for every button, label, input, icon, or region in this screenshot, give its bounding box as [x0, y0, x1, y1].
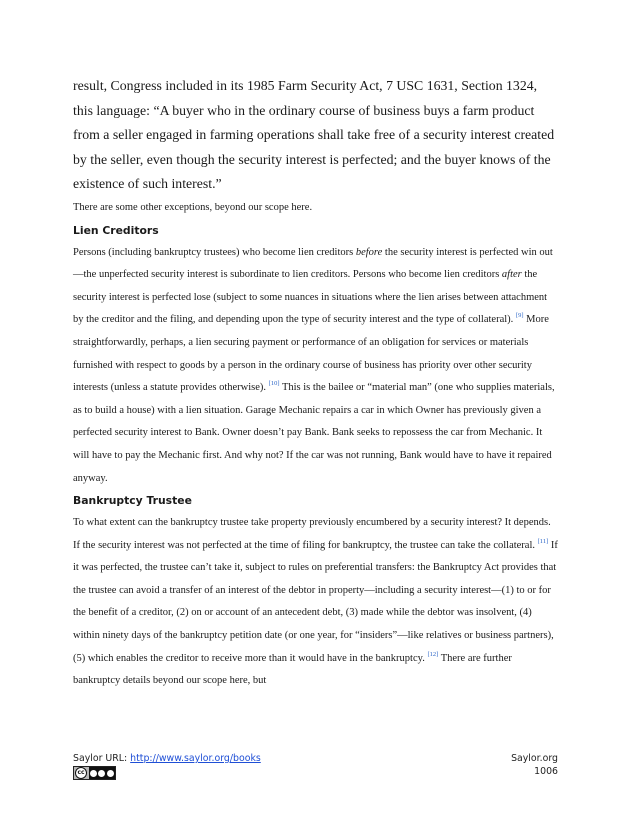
lien-emphasis-after: after — [501, 269, 522, 281]
lien-text-5: This is the bailee or “material man” (one who supplies materials, as to build a house) with a lien situation. Garage Mechanic repairs a car in which Owner has previously given a perfected security interest to Bank. Owner doesn’t pay Bank. Bank seeks to repossess the car from Mechanic. It will have to pay the Mechanic first. And why not? If the car was not running, Bank would have to have it repaired anyway. — [73, 382, 555, 484]
cc-logo-icon: cc — [75, 767, 87, 779]
page-content — [73, 74, 558, 693]
footer-left — [73, 753, 261, 766]
footnote-link-10[interactable]: [10] — [268, 380, 280, 388]
trustee-text-1: To what extent can the bankruptcy trustee take property previously encumbered by a security interest? It depends. If the security interest was not perfected at the time of filing for bankruptcy, the trustee can take the collateral. — [73, 517, 551, 551]
farm-security-quote: result, Congress included in its 1985 Farm Security Act, 7 USC 1631, Section 1324, this language: “A buyer who in the ordinary course of business buys a farm product from a seller engaged in farming operations shall take free of a security interest created by the seller, even though the security interest is perfected; and the buyer knows of the existence of such interest.” — [73, 78, 555, 192]
nc-icon — [98, 770, 105, 777]
lien-text-3: the security interest is perfected lose (subject to some nuances in situations where the lien arises between attachment by the creditor and the filing, and depending upon the type of security interest and the type of collateral). — [73, 269, 548, 326]
by-icon — [90, 770, 97, 777]
saylor-books-link[interactable]: http://www.saylor.org/books — [130, 753, 261, 764]
lien-creditors-paragraph — [73, 242, 558, 491]
footnote-link-9[interactable]: [9] — [515, 312, 524, 320]
footer-right — [511, 753, 558, 778]
lien-emphasis-before: before — [355, 246, 383, 258]
trustee-text-2: If it was perfected, the trustee can’t take it, subject to rules on preferential transfers: the Bankruptcy Act provides that the trustee can avoid a transfer of an interest of the debtor in property—including a security interest—(1) to or for the benefit of a creditor, (2) on or account of an antecedent debt, (3) made while the debtor was insolvent, (4) within ninety days of the bankruptcy petition date (or one year, for “insiders”—like relatives or business partners), (5) which enables the creditor to receive more than it would have in the bankruptcy. — [73, 539, 558, 664]
footnote-link-11[interactable]: [11] — [537, 537, 549, 545]
lien-text-4: More straightforwardly, perhaps, a lien securing payment or performance of an obligation for services or materials furnished with respect to goods by a person in the ordinary course of business has priority over other security interests (unless a statute provides otherwise). — [73, 314, 549, 394]
lien-text-1: Persons (including bankruptcy trustees) who become lien creditors — [73, 246, 356, 258]
footnote-link-12[interactable]: [12] — [427, 650, 439, 658]
sa-icon — [107, 770, 114, 777]
saylor-url-label: Saylor URL: — [73, 753, 131, 764]
bankruptcy-trustee-paragraph — [73, 512, 558, 693]
footer-site: Saylor.org — [511, 753, 558, 764]
creative-commons-license-icon[interactable] — [73, 766, 116, 780]
other-exceptions-paragraph: There are some other exceptions, beyond our scope here. — [73, 201, 313, 213]
bankruptcy-trustee-heading: Bankruptcy Trustee — [73, 494, 192, 508]
cc-attribution-icons — [89, 767, 115, 779]
lien-creditors-heading: Lien Creditors — [73, 223, 159, 237]
page-number: 1006 — [534, 765, 558, 777]
trustee-text-3: There are further bankruptcy details beyond our scope here, but — [73, 652, 512, 687]
lien-text-2: the security interest is perfected win out—the unperfected security interest is subordinate to lien creditors. Persons who become lien creditors — [73, 246, 553, 281]
